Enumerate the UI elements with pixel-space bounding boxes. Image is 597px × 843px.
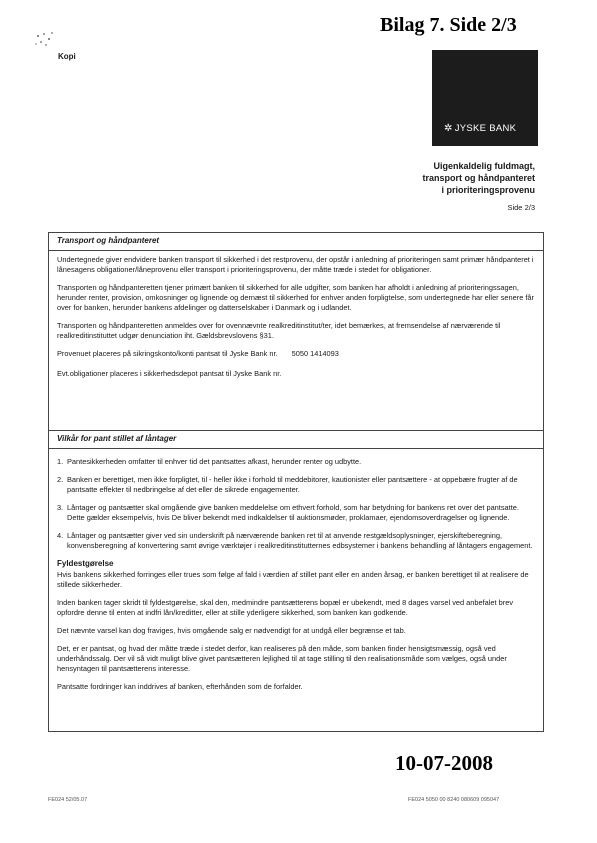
bank-logo <box>432 50 538 146</box>
conditions-section <box>48 430 544 732</box>
form-code: FE024 52/05.07 <box>48 797 88 803</box>
paragraph: Transporten og håndpanteretten anmeldes over for ovennævnte realkreditinstitut/ter, idet bemærkes, at fremsendelse af nærværende til realkreditinstituttet udgør denunciation iht. Gældsbrevslovens §31. <box>57 321 501 340</box>
paragraph: Det, er er pantsat, og hvad der måtte træde i stedet derfor, kan realiseres på den måde, som banken finder hensigtsmæssig, også ved underhåndssalg. Der vil så vidt muligt blive givet pantsætteren lejlighed til at tage stilling til den realisationsmåde som vælges, også under hensyntagen til pantsætterens interesse. <box>57 644 507 673</box>
list-item: 2. Banken er berettiget, men ikke forpligtet, til - heller ikke i forhold til meddebitorer, kautionister eller pantsættere - at oppebære frugter af de pantsatte effekter til nedbringelse af det eller de sikrede engagementer. <box>57 475 518 494</box>
attachment-label: Bilag 7. Side 2/3 <box>380 14 517 36</box>
transport-section <box>48 232 544 431</box>
paragraph: Pantsatte fordringer kan inddrives af banken, efterhånden som de forfalder. <box>57 682 303 691</box>
bank-star-icon: ✲ <box>444 123 453 134</box>
list-item: 4. Låntager og pantsætter giver ved sin underskrift på nærværende banken ret til at anvende restgældsoplysninger, ejerskifteberegning, konvensberegning af konvertering samt øvrige værktøjer i realkreditinstitutternes edbsystemer i bankens behandling af låntagers engagement. <box>57 531 533 550</box>
paragraph: Transporten og håndpanteretten tjener primært banken til sikkerhed for alle udgifter, som banken har afholdt i anledning af prioriteringssagen, herunder renter, provision, omkosninger og lignende og dernæst til sikkerhed for enhver anden forpligtelse, som undertegnede har eller senere får over for banken, herunder bankens afdelinger og datterselskaber i Danmark og i udlandet. <box>57 283 534 312</box>
page-number: Side 2/3 <box>507 203 535 212</box>
copy-stamp-icon <box>30 30 60 52</box>
paragraph: Det nævnte varsel kan dog fraviges, hvis omgående salg er nødvendigt for at undgå eller begrænse et tab. <box>57 626 406 635</box>
title-line: Uigenkaldelig fuldmagt, <box>433 161 535 171</box>
subsection-heading: Fyldestgørelse <box>57 559 114 568</box>
title-line: i prioriteringsprovenu <box>441 185 535 195</box>
title-line: transport og håndpanteret <box>422 173 535 183</box>
bank-name: JYSKE BANK <box>454 123 517 134</box>
list-item: 3. Låntager og pantsætter skal omgående give banken meddelelse om ethvert forhold, som har betydning for bankens ret over det pantsatte. Dette gælder eksempelvis, hvis De bliver bekendt med indkaldelser til auktionsmøder, proklamaer, ejendomsoverdragelser og lignende. <box>57 503 519 522</box>
paragraph: Inden banken tager skridt til fyldestgørelse, skal den, medmindre pantsætterens bopæl er ubekendt, med 8 dages varsel ved anbefalet brev opfordre denne til enten at indfri lån/kreditter, eller at stille yderligere sikkerhed, som banken kan godkende. <box>57 598 514 617</box>
paragraph: Hvis bankens sikkerhed forringes eller trues som følge af fald i værdien af stillet pant eller en anden årsag, er banken berettiget til at realisere de stillede sikkerheder. <box>57 570 529 589</box>
account-label: Provenuet placeres på sikringskonto/konti pantsat til Jyske Bank nr. <box>57 349 278 358</box>
section-heading: Transport og håndpanteret <box>49 233 543 251</box>
account-line <box>57 349 535 359</box>
reference-code: FE024 5050 00 8240 080609 095047 <box>408 797 500 803</box>
account-number: 5050 1414093 <box>291 349 339 358</box>
paragraph: Undertegnede giver endvidere banken transport til sikkerhed i det restprovenu, der opstår i anledning af prioriteringen samt primær håndpanteret i lånesagens obligationer/låneprovenu eller transport i prioriteringsprovenu, der måtte træde i stedet for obligationer. <box>57 255 534 274</box>
section-heading: Vilkår for pant stillet af låntager <box>49 431 543 449</box>
depot-line: Evt.obligationer placeres i sikkerhedsdepot pantsat til Jyske Bank nr. <box>57 369 282 378</box>
copy-label: Kopi <box>58 52 76 61</box>
document-title <box>422 160 535 196</box>
list-item: 1. Pantesikkerheden omfatter til enhver tid det pantsattes afkast, herunder renter og udbytte. <box>57 457 362 466</box>
date-stamp: 10-07-2008 <box>395 751 493 775</box>
